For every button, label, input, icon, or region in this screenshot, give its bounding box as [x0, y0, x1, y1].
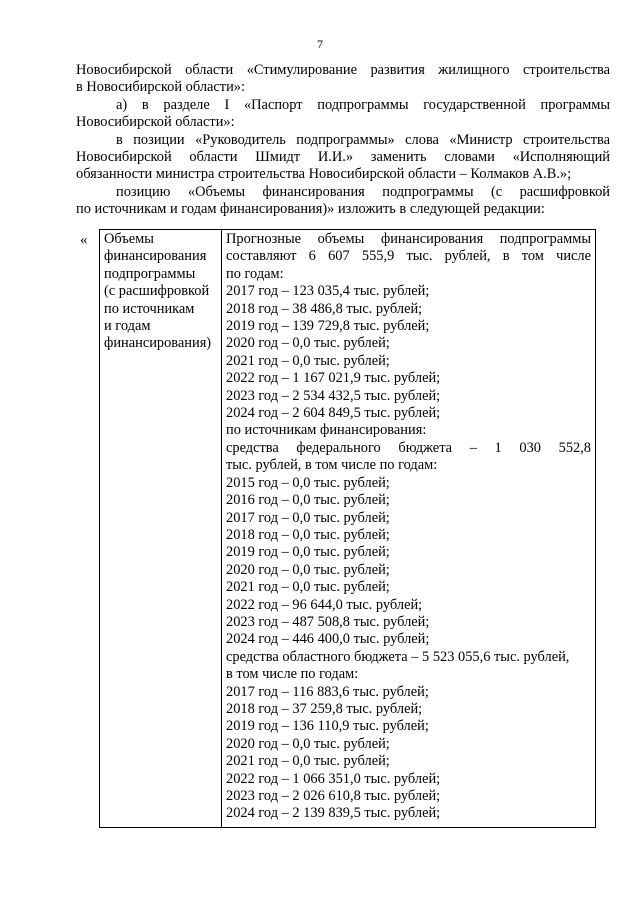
- page-number: 7: [317, 37, 323, 51]
- regional-year-line: 2017 год – 116 883,6 тыс. рублей;: [226, 683, 429, 700]
- federal-budget-line: тыс. рублей, в том числе по годам:: [226, 457, 438, 474]
- label-line: Объемы: [104, 231, 154, 247]
- federal-year-line: 2016 год – 0,0 тыс. рублей;: [226, 492, 390, 509]
- total-year-line: 2024 год – 2 604 849,5 тыс. рублей;: [226, 405, 441, 422]
- intro-paragraph-4: [76, 184, 610, 219]
- intro-line: в позиции «Руководитель подпрограммы» слова «Министр строительства: [116, 131, 610, 148]
- total-year-line: 2018 год – 38 486,8 тыс. рублей;: [226, 300, 423, 317]
- regional-year-line: 2021 год – 0,0 тыс. рублей;: [226, 753, 390, 770]
- total-year-line: 2022 год – 1 167 021,9 тыс. рублей;: [226, 370, 441, 387]
- label-line: (с расшифровкой: [104, 283, 210, 300]
- value-line: по годам:: [226, 265, 284, 282]
- label-line: подпрограммы: [104, 265, 196, 282]
- regional-year-line: 2020 год – 0,0 тыс. рублей;: [226, 735, 390, 752]
- regional-budget-line: в том числе по годам:: [226, 666, 359, 683]
- intro-paragraph-3: [76, 132, 610, 184]
- regional-budget-line: средства областного бюджета – 5 523 055,6 тыс. рублей,: [226, 648, 570, 665]
- value-line: составляют 6 607 555,9 тыс. рублей, в том числе: [226, 248, 591, 265]
- position-value-cell: [222, 230, 596, 828]
- total-year-line: 2021 год – 0,0 тыс. рублей;: [226, 352, 390, 369]
- intro-line: обязанности министра строительства Новосибирской области – Колмаков А.В.»;: [76, 166, 572, 183]
- table-row: [100, 230, 596, 828]
- regional-year-line: 2024 год – 2 139 839,5 тыс. рублей;: [226, 805, 441, 822]
- total-year-line: 2019 год – 139 729,8 тыс. рублей;: [226, 318, 430, 335]
- label-line: финансирования): [104, 335, 212, 352]
- regional-year-line: 2019 год – 136 110,9 тыс. рублей;: [226, 718, 429, 735]
- federal-year-line: 2023 год – 487 508,8 тыс. рублей;: [226, 613, 430, 630]
- label-line: и годам: [104, 318, 151, 335]
- federal-year-line: 2017 год – 0,0 тыс. рублей;: [226, 509, 390, 526]
- federal-year-line: 2015 год – 0,0 тыс. рублей;: [226, 474, 390, 491]
- total-year-line: 2017 год – 123 035,4 тыс. рублей;: [226, 283, 430, 300]
- federal-budget-line: средства федерального бюджета – 1 030 552,8: [226, 439, 591, 456]
- regional-year-line: 2018 год – 37 259,8 тыс. рублей;: [226, 700, 423, 717]
- total-year-line: 2020 год – 0,0 тыс. рублей;: [226, 335, 390, 352]
- total-year-line: 2023 год – 2 534 432,5 тыс. рублей;: [226, 387, 441, 404]
- intro-line: в Новосибирской области»:: [76, 79, 245, 96]
- intro-line: Новосибирской области»:: [76, 114, 235, 131]
- regional-year-line: 2023 год – 2 026 610,8 тыс. рублей;: [226, 788, 441, 804]
- federal-year-line: 2019 год – 0,0 тыс. рублей;: [226, 544, 390, 561]
- intro-paragraph-2: [76, 97, 610, 132]
- federal-year-line: 2021 год – 0,0 тыс. рублей;: [226, 579, 390, 596]
- intro-line: позицию «Объемы финансирования подпрограммы (с расшифровкой: [116, 183, 610, 200]
- intro-line: по источникам и годам финансирования)» изложить в следующей редакции:: [76, 201, 545, 218]
- regional-year-line: 2022 год – 1 066 351,0 тыс. рублей;: [226, 770, 441, 787]
- opening-quote-mark: «: [80, 232, 88, 248]
- intro-line: Новосибирской области Шмидт И.И.» заменить словами «Исполняющий: [76, 149, 610, 166]
- intro-text: [76, 62, 610, 219]
- intro-line: а) в разделе I «Паспорт подпрограммы государственной программы: [116, 96, 610, 113]
- value-line: Прогнозные объемы финансирования подпрограммы: [226, 231, 591, 247]
- label-line: по источникам: [104, 300, 195, 317]
- funding-table: [99, 229, 596, 828]
- intro-paragraph-1: [76, 62, 610, 97]
- position-label-cell: [100, 230, 222, 828]
- label-line: финансирования: [104, 248, 207, 265]
- federal-year-line: 2020 год – 0,0 тыс. рублей;: [226, 561, 390, 578]
- sources-heading: по источникам финансирования:: [226, 422, 427, 439]
- intro-line: Новосибирской области «Стимулирование развития жилищного строительства: [76, 62, 610, 78]
- federal-year-line: 2018 год – 0,0 тыс. рублей;: [226, 526, 390, 543]
- federal-year-line: 2024 год – 446 400,0 тыс. рублей;: [226, 631, 430, 648]
- federal-year-line: 2022 год – 96 644,0 тыс. рублей;: [226, 596, 423, 613]
